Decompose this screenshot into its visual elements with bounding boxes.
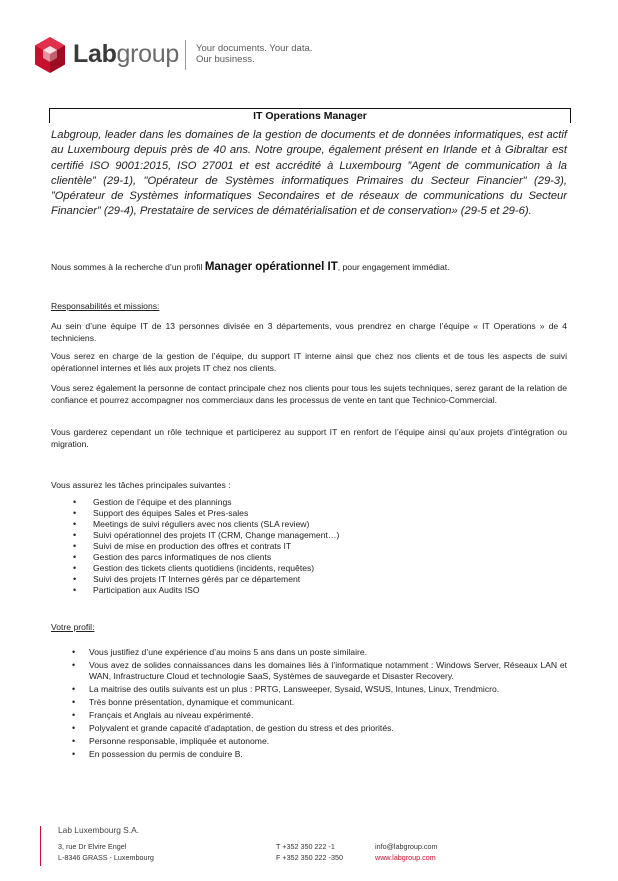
bullet-icon: • [73, 563, 77, 573]
responsibilities-heading: Responsabilités et missions: [51, 301, 160, 311]
footer-phone: T +352 350 222 -1 [276, 842, 335, 851]
task-text: Gestion de l’équipe et des plannings [93, 497, 232, 507]
profile-text: En possession du permis de conduire B. [89, 749, 243, 759]
list-item [51, 541, 567, 552]
task-text: Support des équipes Sales et Pres-sales [93, 508, 249, 518]
profile-text: Polyvalent et grande capacité d’adaptation, de gestion du stress et des priorités. [89, 723, 394, 733]
page-header [33, 36, 453, 76]
list-item [51, 736, 567, 747]
list-item [51, 585, 567, 596]
task-text: Meetings de suivi réguliers avec nos clients (SLA review) [93, 519, 310, 529]
list-item [51, 697, 567, 708]
search-statement [51, 261, 567, 273]
tagline-line-1: Your documents. Your data. [196, 43, 313, 54]
tagline [196, 43, 312, 65]
list-item [51, 749, 567, 760]
bullet-icon: • [72, 647, 76, 657]
task-text: Suivi des projets IT Internes gérés par ce département [93, 574, 301, 584]
bullet-icon: • [72, 749, 76, 759]
list-item [51, 660, 567, 682]
tasks-intro: Vous assurez les tâches principales suivantes : [51, 480, 231, 490]
profile-text: Vous avez de solides connaissances dans les domaines liés à l’informatique notamment : Windows Server, Réseaux LAN et WAN, Infrastructure Cloud et technologie SaaS, Systèmes de sauvegarde et Disaster Recovery. [89, 660, 567, 681]
list-item [51, 519, 567, 530]
task-text: Suivi opérationnel des projets IT (CRM, Change management…) [93, 530, 340, 540]
bullet-icon: • [73, 530, 77, 540]
footer-fax: F +352 350 222 -350 [276, 853, 343, 862]
responsibility-paragraph: Vous serez en charge de la gestion de l’équipe, du support IT interne ainsi que chez nos clients et de tous les aspects de suivi opérationnel internes et liés aux projets IT chez nos clients. [51, 351, 567, 373]
list-item [51, 508, 567, 519]
search-before: Nous sommes à la recherche d’un profil [51, 262, 205, 272]
bullet-icon: • [72, 736, 76, 746]
bullet-icon: • [73, 574, 77, 584]
list-item [51, 710, 567, 721]
task-text: Suivi de mise en production des offres et contrats IT [93, 541, 292, 551]
tagline-line-2: Our business. [196, 54, 255, 65]
responsibility-paragraph: Vous serez également la personne de contact principale chez nos clients pour tous les sujets techniques, serez garant de la relation de confiance et pourrez accompagner nos commerciaux dans les processus de vente en tant que Technico-Commercial. [51, 383, 567, 405]
bullet-icon: • [72, 684, 76, 694]
search-profile: Manager opérationnel IT [204, 261, 338, 273]
profile-text: Très bonne présentation, dynamique et communicant. [89, 697, 295, 707]
profile-text: Vous justifiez d’une expérience d’au moins 5 ans dans un poste similaire. [89, 647, 368, 657]
task-text: Gestion des parcs informatiques de nos clients [93, 552, 272, 562]
bullet-icon: • [72, 697, 76, 707]
profile-heading: Votre profil: [51, 622, 95, 632]
list-item [51, 563, 567, 574]
job-title: IT Operations Manager [253, 110, 367, 122]
brand-primary: Lab [73, 40, 117, 68]
profile-text: Français et Anglais au niveau expérimenté. [89, 710, 254, 720]
list-item [51, 684, 567, 695]
bullet-icon: • [73, 508, 77, 518]
list-item [51, 497, 567, 508]
bullet-icon: • [72, 660, 76, 670]
profile-list [51, 647, 567, 760]
list-item [51, 574, 567, 585]
bullet-icon: • [73, 552, 77, 562]
footer-accent-line [40, 826, 41, 866]
footer-company: Lab Luxembourg S.A. [58, 825, 140, 835]
job-title-box [49, 108, 571, 123]
task-text: Participation aux Audits ISO [93, 585, 200, 595]
bullet-icon: • [73, 541, 77, 551]
responsibility-paragraph: Au sein d’une équipe IT de 13 personnes divisée en 3 départements, vous prendrez en charge l’équipe « IT Operations » de 4 techniciens. [51, 321, 567, 343]
footer-address-line-2: L-8346 GRASS - Luxembourg [58, 853, 154, 862]
list-item [51, 647, 567, 658]
list-item [51, 552, 567, 563]
bullet-icon: • [73, 519, 77, 529]
profile-text: La maitrise des outils suivants est un plus : PRTG, Lansweeper, Sysaid, WSUS, Intunes, Linux, Trendmicro. [89, 684, 500, 694]
list-item [51, 530, 567, 541]
responsibility-paragraph: Vous garderez cependant un rôle technique et participerez au support IT en renfort de l’équipe ainsi qu’aux projets d’intégration ou migration. [51, 427, 567, 449]
red-cube-icon [33, 36, 67, 74]
brand-secondary: group [116, 40, 179, 68]
bullet-icon: • [72, 710, 76, 720]
footer-website-link[interactable]: www.labgroup.com [375, 853, 436, 862]
logo-divider [185, 40, 186, 70]
list-item [51, 723, 567, 734]
bullet-icon: • [73, 585, 77, 595]
bullet-icon: • [72, 723, 76, 733]
tasks-list [51, 497, 567, 596]
footer-email-link[interactable]: info@labgroup.com [375, 842, 438, 851]
company-intro: Labgroup, leader dans les domaines de la gestion de documents et de données informatiques, est actif au Luxembourg depuis près de 40 ans. Notre groupe, également présent en Irlande et à Gibraltar est certifié ISO 9001:2015, ISO 27001 et est accrédité à Luxembourg ”Agent de communication à la clientèle” (29-1), "Opérateur de Systèmes informatiques Primaires du Secteur Financier" (29-3), ”Opérateur de Systèmes informatiques Secondaires et de réseaux de communications du Secteur Financier” (29-4), Prestataire de services de dématérialisation et de conservation» (29-5 et 29-6). [51, 129, 567, 218]
brand-logo-text [73, 38, 179, 70]
search-after: , pour engagement immédiat. [337, 262, 450, 272]
bullet-icon: • [73, 497, 77, 507]
task-text: Gestion des tickets clients quotidiens (incidents, requêtes) [93, 563, 315, 573]
profile-text: Personne responsable, impliquée et autonome. [89, 736, 270, 746]
footer-address-line-1: 3, rue Dr Elvire Engel [58, 842, 127, 851]
